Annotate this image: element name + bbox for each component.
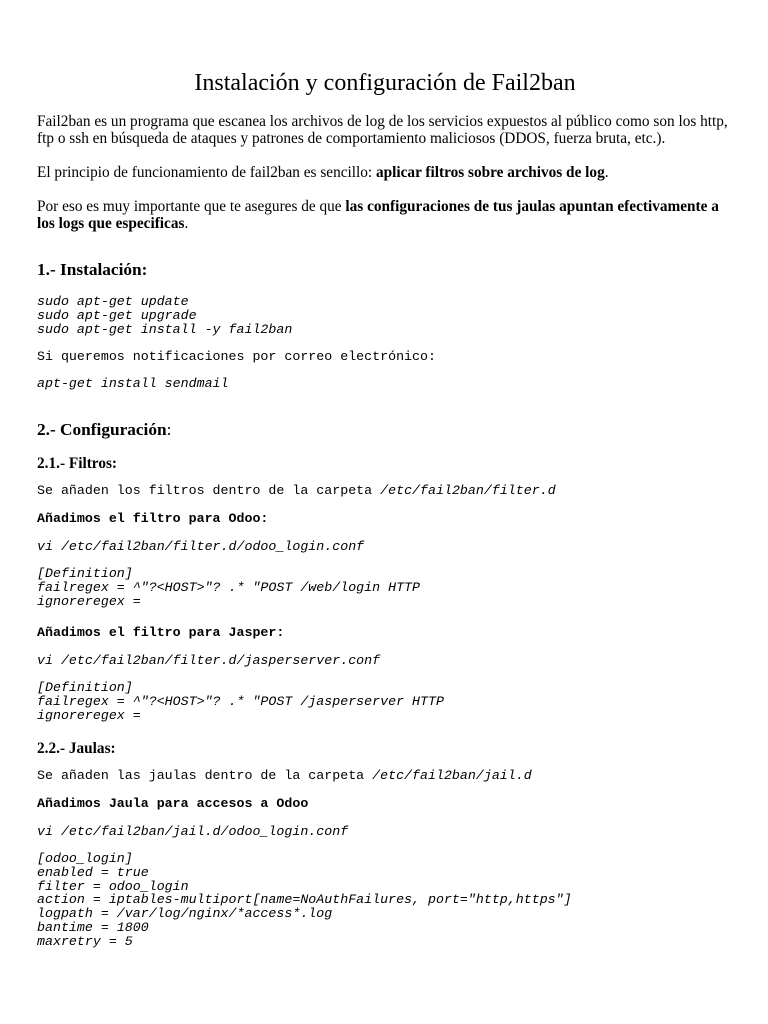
install-command-line: sudo apt-get upgrade — [37, 307, 197, 323]
config-line: [Definition] — [37, 566, 133, 581]
importance-emphasis: las configuraciones de tus jaulas apuntan efectivamente a los logs que especificas — [37, 198, 719, 232]
config-line: action = iptables-multiport[name=NoAuthFailures, port="http,https"] — [37, 892, 572, 908]
config-line: enabled = true — [37, 864, 149, 880]
principle-end: . — [604, 164, 609, 181]
install-commands — [37, 295, 292, 336]
configuration-heading-text: 2.- Configuración — [37, 420, 167, 439]
intro-paragraph: Fail2ban es un programa que escanea los archivos de log de los servicios expuestos al público como son los http, ftp o ssh en búsqueda de ataques y patrones de comportamiento maliciosos (DDOS, fuerza bruta, etc.). — [37, 113, 728, 147]
filters-folder-path: /etc/fail2ban/filter.d — [380, 483, 556, 498]
document-title: Instalación y configuración de Fail2ban — [194, 70, 576, 96]
config-line: failregex = ^"?<HOST>"? .* "POST /web/login HTTP — [37, 579, 421, 595]
jasper-filter-command: vi /etc/fail2ban/filter.d/jasperserver.conf — [37, 653, 381, 668]
jails-intro-text: Se añaden las jaulas dentro de la carpeta — [37, 768, 373, 783]
principle-paragraph — [37, 164, 737, 181]
importance-text: Por eso es muy importante que te asegures de que — [37, 198, 346, 215]
config-line: failregex = ^"?<HOST>"? .* "POST /jasperserver HTTP — [37, 693, 444, 709]
jails-heading: 2.2.- Jaulas: — [37, 740, 116, 757]
config-line: [odoo_login] — [37, 851, 133, 866]
install-command-line: sudo apt-get install -y fail2ban — [37, 321, 293, 337]
importance-end: . — [184, 215, 189, 232]
jasper-filter-title: Añadimos el filtro para Jasper: — [37, 625, 285, 640]
sendmail-command: apt-get install sendmail — [37, 376, 229, 391]
jails-intro — [37, 769, 532, 783]
configuration-heading-colon: : — [166, 420, 172, 439]
odoo-filter-command: vi /etc/fail2ban/filter.d/odoo_login.conf — [37, 539, 365, 554]
section-installation-heading: 1.- Instalación: — [37, 260, 148, 279]
config-line: bantime = 1800 — [37, 919, 149, 935]
config-line: maxretry = 5 — [37, 933, 133, 949]
install-command-line: sudo apt-get update — [37, 294, 189, 309]
config-line: ignoreregex = — [37, 707, 141, 723]
jasper-filter-config — [37, 681, 444, 722]
filters-intro-text: Se añaden los filtros dentro de la carpeta — [37, 483, 381, 498]
odoo-jail-title: Añadimos Jaula para accesos a Odoo — [37, 796, 309, 811]
config-line: logpath = /var/log/nginx/*access*.log — [37, 906, 333, 922]
jails-folder-path: /etc/fail2ban/jail.d — [372, 768, 532, 783]
odoo-filter-config — [37, 567, 420, 608]
section-configuration-heading — [37, 420, 171, 440]
filters-heading: 2.1.- Filtros: — [37, 455, 118, 472]
config-line: ignoreregex = — [37, 593, 141, 609]
odoo-jail-command: vi /etc/fail2ban/jail.d/odoo_login.conf — [37, 824, 349, 839]
email-notification-note: Si queremos notificaciones por correo electrónico: — [37, 349, 436, 364]
odoo-jail-config — [37, 852, 572, 949]
config-line: filter = odoo_login — [37, 878, 189, 894]
importance-paragraph — [37, 198, 737, 232]
filters-intro — [37, 484, 556, 498]
principle-text: El principio de funcionamiento de fail2ban es sencillo: — [37, 164, 376, 181]
odoo-filter-title: Añadimos el filtro para Odoo: — [37, 511, 269, 526]
principle-emphasis: aplicar filtros sobre archivos de log — [375, 164, 605, 181]
config-line: [Definition] — [37, 680, 133, 695]
